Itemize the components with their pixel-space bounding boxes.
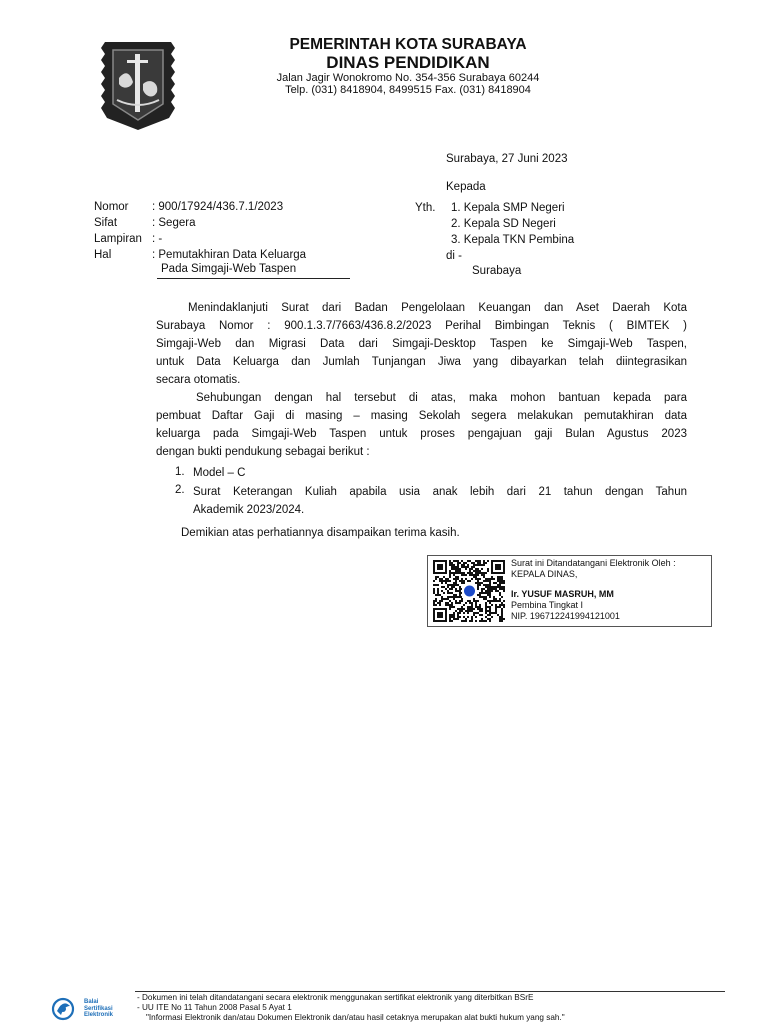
closing-sentence: Demikian atas perhatiannya disampaikan terima kasih. — [181, 527, 460, 539]
footer-line: - UU ITE No 11 Tahun 2008 Pasal 5 Ayat 1 — [137, 1003, 292, 1012]
hal-value-cont: Pada Simgaji-Web Taspen — [161, 263, 297, 275]
header-government: PEMERINTAH KOTA SURABAYA — [289, 36, 527, 53]
list-item-line: Akademik 2023/2024. — [193, 504, 305, 516]
surabaya-crest-icon — [97, 38, 179, 132]
signer-rank: Pembina Tingkat I — [511, 600, 584, 610]
footer-line: "Informasi Elektronik dan/atau Dokumen Elektronik dan/atau hasil cetaknya merupakan alat bukti hukum yang sah." — [146, 1013, 565, 1022]
recipient-item: 1. Kepala SMP Negeri — [451, 202, 565, 214]
recipient-item: 2. Kepala SD Negeri — [451, 218, 556, 230]
signer-name: Ir. YUSUF MASRUH, MM — [511, 589, 614, 599]
list-item — [193, 483, 687, 519]
list-item-line: Surat Keterangan Kuliah apabila usia anak lebih dari 21 tahun dengan Tahun — [193, 486, 687, 498]
paragraph-line: untuk Data Keluarga dan Jumlah Tunjangan Jiwa yang dibayarkan telah diintegrasikan — [156, 356, 687, 368]
lampiran-label: Lampiran — [94, 233, 142, 245]
bsre-logo-line: Balai — [84, 999, 99, 1005]
letter-date: Surabaya, 27 Juni 2023 — [446, 153, 568, 165]
bsre-logo-line: Sertifikasi — [84, 1005, 113, 1012]
paragraph-line: Sehubungan dengan hal tersebut di atas, maka mohon bantuan kepada para — [196, 392, 687, 404]
recipient-item: 3. Kepala TKN Pembina — [451, 234, 575, 246]
nomor-value: : 900/17924/436.7.1/2023 — [152, 201, 284, 213]
signature-position: KEPALA DINAS, — [511, 569, 578, 579]
signature-box — [427, 555, 712, 627]
hal-value: : Pemutakhiran Data Keluarga — [152, 249, 307, 261]
header-address: Jalan Jagir Wonokromo No. 354-356 Surabaya 60244 — [276, 72, 540, 84]
sifat-label: Sifat — [94, 217, 118, 229]
paragraph-line: Simgaji-Web dan Migrasi Data dari Simgaji-Desktop Taspen ke Simgaji-Web Taspen, — [156, 338, 687, 350]
paragraph-line: secara otomatis. — [156, 374, 241, 386]
paragraph-line: Menindaklanjuti Surat dari Badan Pengelolaan Keuangan dan Aset Daerah Kota — [188, 302, 687, 314]
recipient-city: Surabaya — [472, 265, 522, 277]
header-phone: Telp. (031) 8418904, 8499515 Fax. (031) 8418904 — [285, 84, 531, 96]
signer-nip: NIP. 196712241994121001 — [511, 611, 620, 621]
footer-divider — [135, 991, 725, 992]
bsre-logo-text — [84, 999, 113, 1019]
bsre-logo-line: Elektronik — [84, 1012, 114, 1018]
recipient-di: di - — [446, 250, 462, 262]
footer-line: - Dokumen ini telah ditandatangani secara elektronik menggunakan sertifikat elektronik yang diterbitkan BSrE — [137, 993, 534, 1002]
paragraph-line: pembuat Daftar Gaji di masing – masing Sekolah segera melakukan pemutakhiran data — [156, 410, 687, 422]
list-number: 1. — [175, 466, 185, 478]
signature-statement: Surat ini Ditandatangani Elektronik Oleh : — [511, 558, 676, 568]
hal-label: Hal — [94, 249, 112, 261]
paragraph-1 — [156, 299, 687, 389]
paragraph-2 — [156, 389, 687, 461]
nomor-label: Nomor — [94, 201, 129, 213]
paragraph-line: keluarga pada Simgaji-Web Taspen untuk proses pengajuan gaji Bulan Agustus 2023 — [156, 428, 687, 440]
list-number: 2. — [175, 484, 185, 496]
recipient-kepada: Kepada — [446, 181, 486, 193]
sifat-value: : Segera — [152, 217, 196, 229]
bsre-logo-icon — [50, 996, 86, 1022]
paragraph-line: dengan bukti pendukung sebagai berikut : — [156, 446, 370, 458]
hal-underline — [157, 278, 350, 279]
list-item: Model – C — [193, 467, 246, 479]
lampiran-value: : - — [152, 233, 163, 245]
paragraph-line: Surabaya Nomor : 900.1.3.7/7663/436.8.2/2023 Perihal Bimbingan Teknis ( BIMTEK ) — [156, 320, 687, 332]
qr-code-icon — [433, 560, 506, 622]
recipient-yth: Yth. — [415, 202, 436, 214]
header-agency: DINAS PENDIDIKAN — [326, 53, 490, 72]
